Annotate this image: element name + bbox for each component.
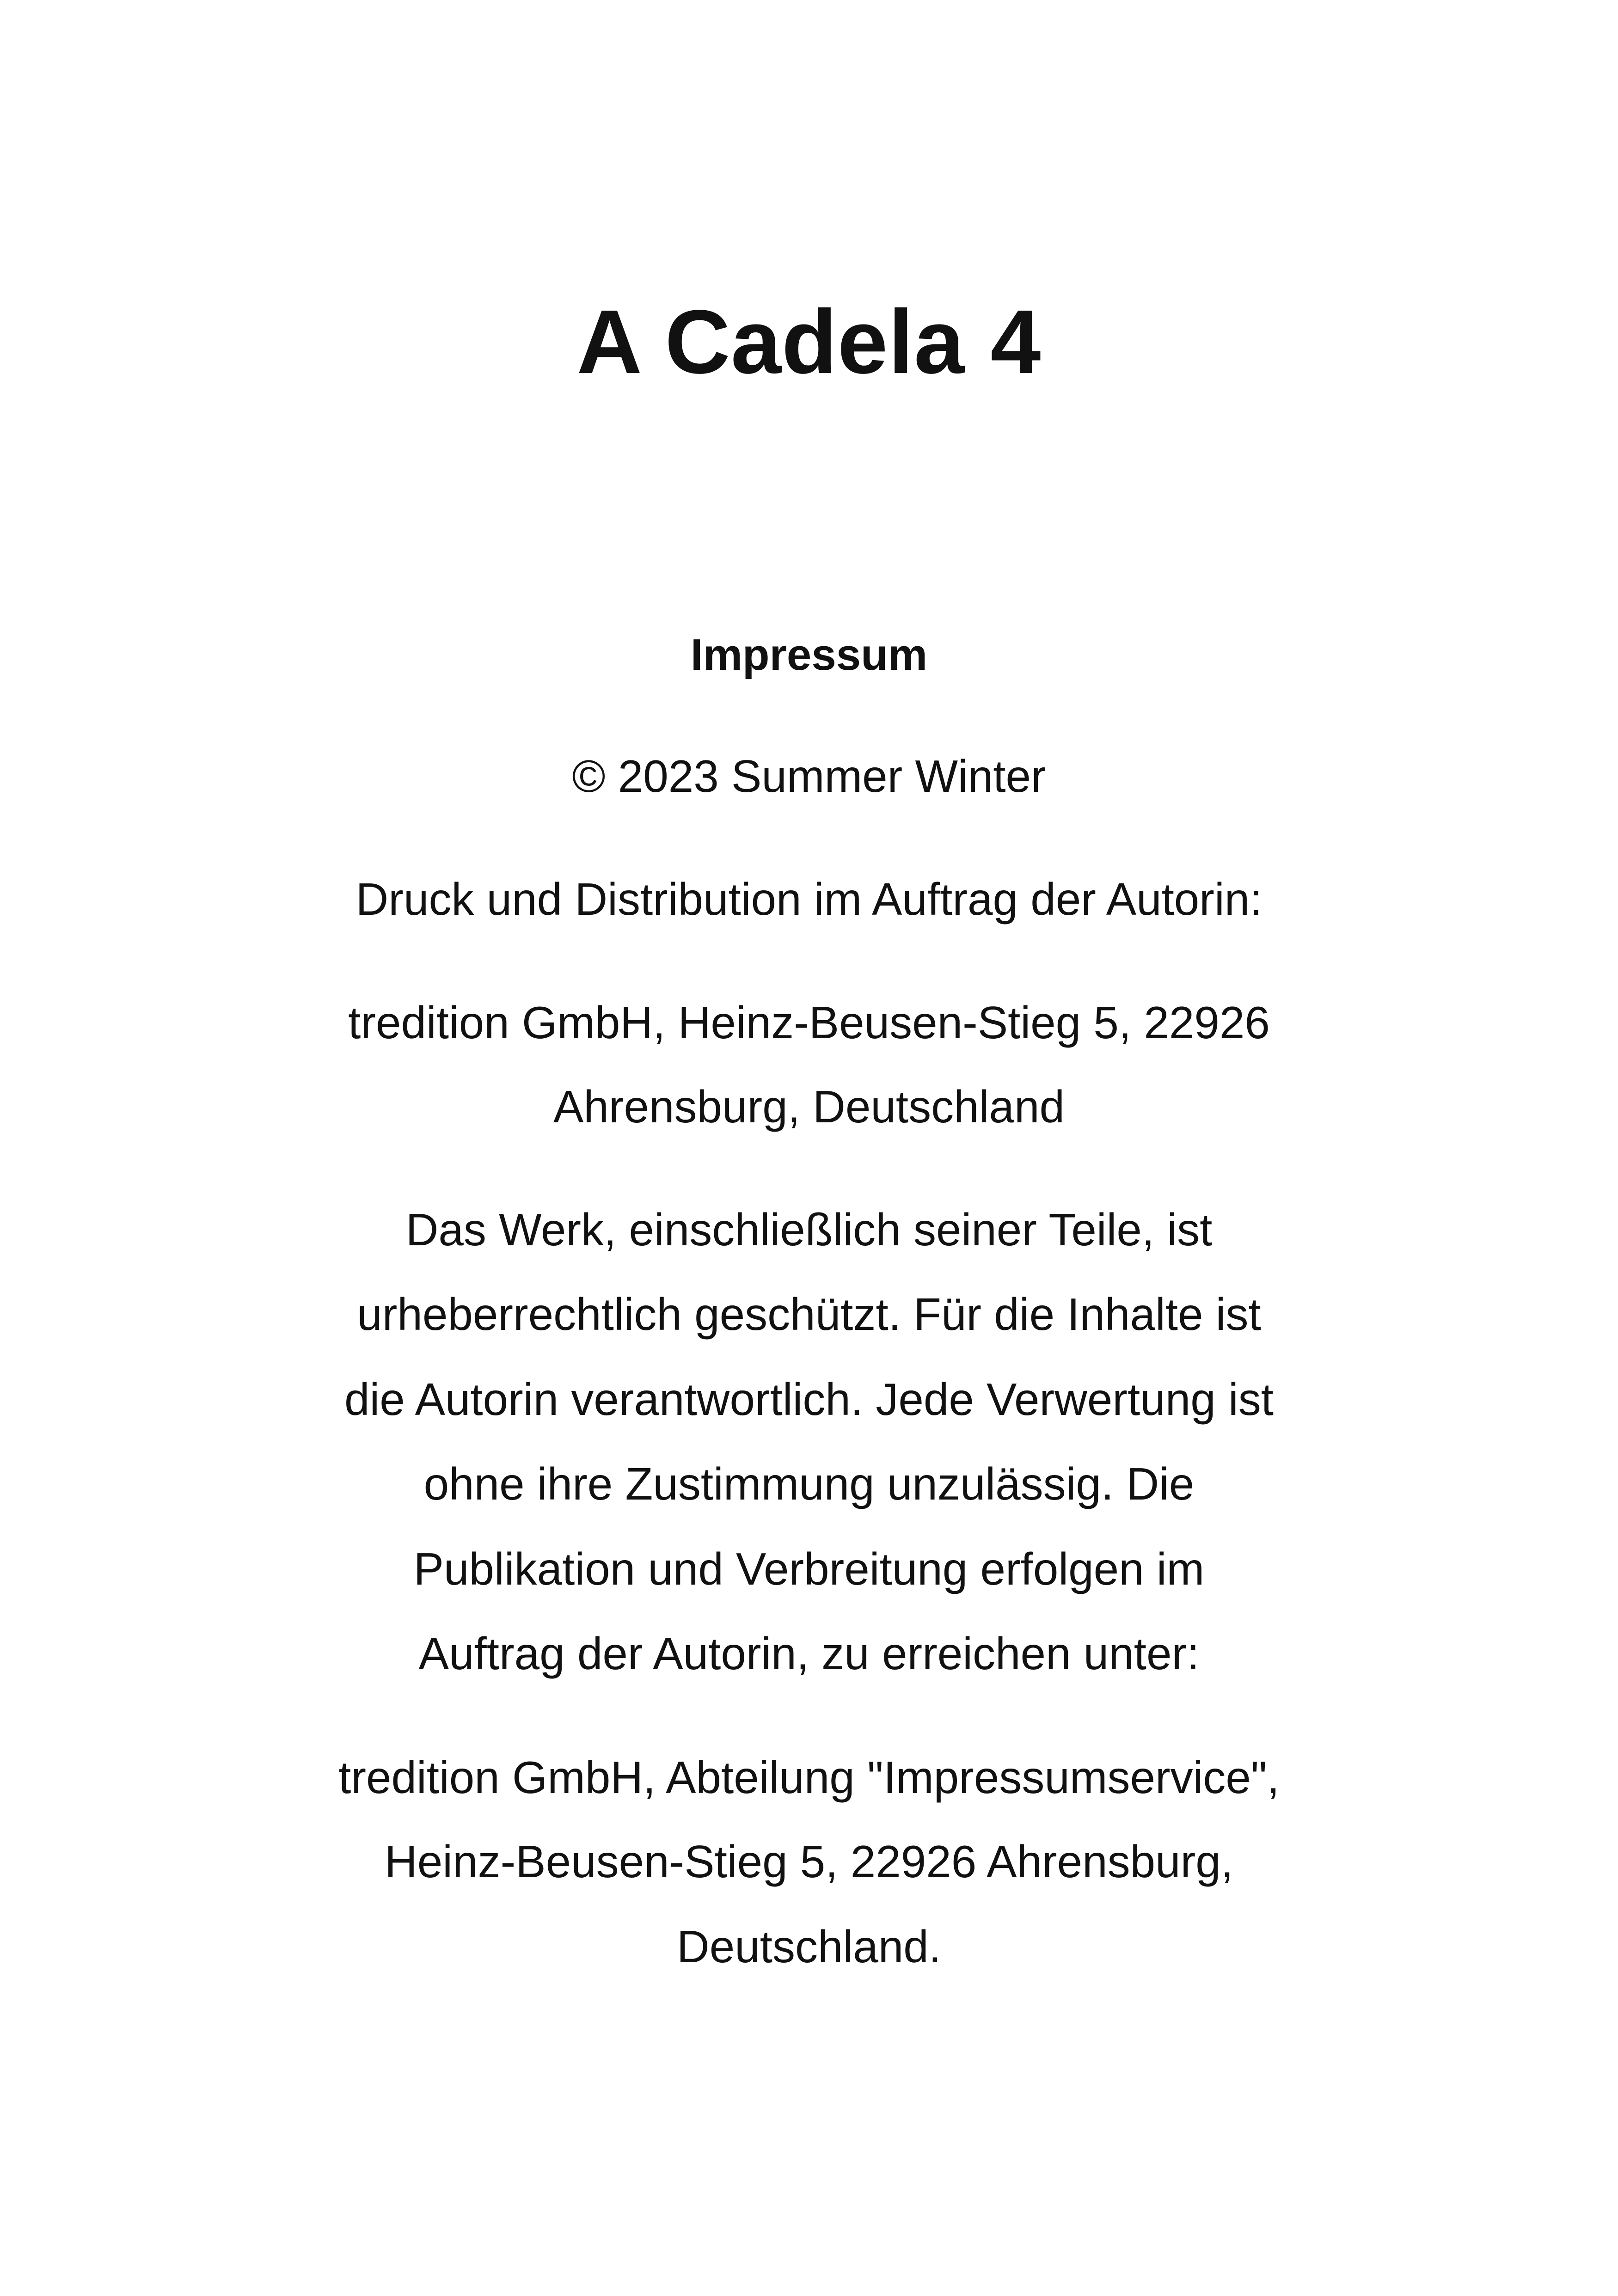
- print-distribution-line: Druck und Distribution im Auftrag der Autorin:: [355, 874, 1263, 925]
- legal-notice-line: Auftrag der Autorin, zu erreichen unter:: [418, 1628, 1200, 1679]
- imprint-service-line: Heinz-Beusen-Stieg 5, 22926 Ahrensburg,: [385, 1836, 1233, 1887]
- legal-notice-line: ohne ihre Zustimmung unzulässig. Die: [423, 1458, 1195, 1509]
- publisher-address-line: tredition GmbH, Heinz-Beusen-Stieg 5, 22926: [348, 997, 1270, 1048]
- copyright-line: © 2023 Summer Winter: [572, 751, 1046, 802]
- legal-notice-line: die Autorin verantwortlich. Jede Verwertung ist: [344, 1374, 1274, 1425]
- book-title: A Cadela 4: [576, 291, 1042, 392]
- imprint-service-line: Deutschland.: [676, 1921, 942, 1972]
- publisher-address-line: Ahrensburg, Deutschland: [553, 1081, 1065, 1132]
- imprint-heading: Impressum: [690, 630, 928, 680]
- legal-notice-line: urheberrechtlich geschützt. Für die Inhalte ist: [357, 1289, 1261, 1340]
- legal-notice-line: Publikation und Verbreitung erfolgen im: [413, 1543, 1205, 1594]
- imprint-service-line: tredition GmbH, Abteilung "Impressumservice",: [338, 1752, 1280, 1803]
- legal-notice-line: Das Werk, einschließlich seiner Teile, ist: [405, 1204, 1213, 1255]
